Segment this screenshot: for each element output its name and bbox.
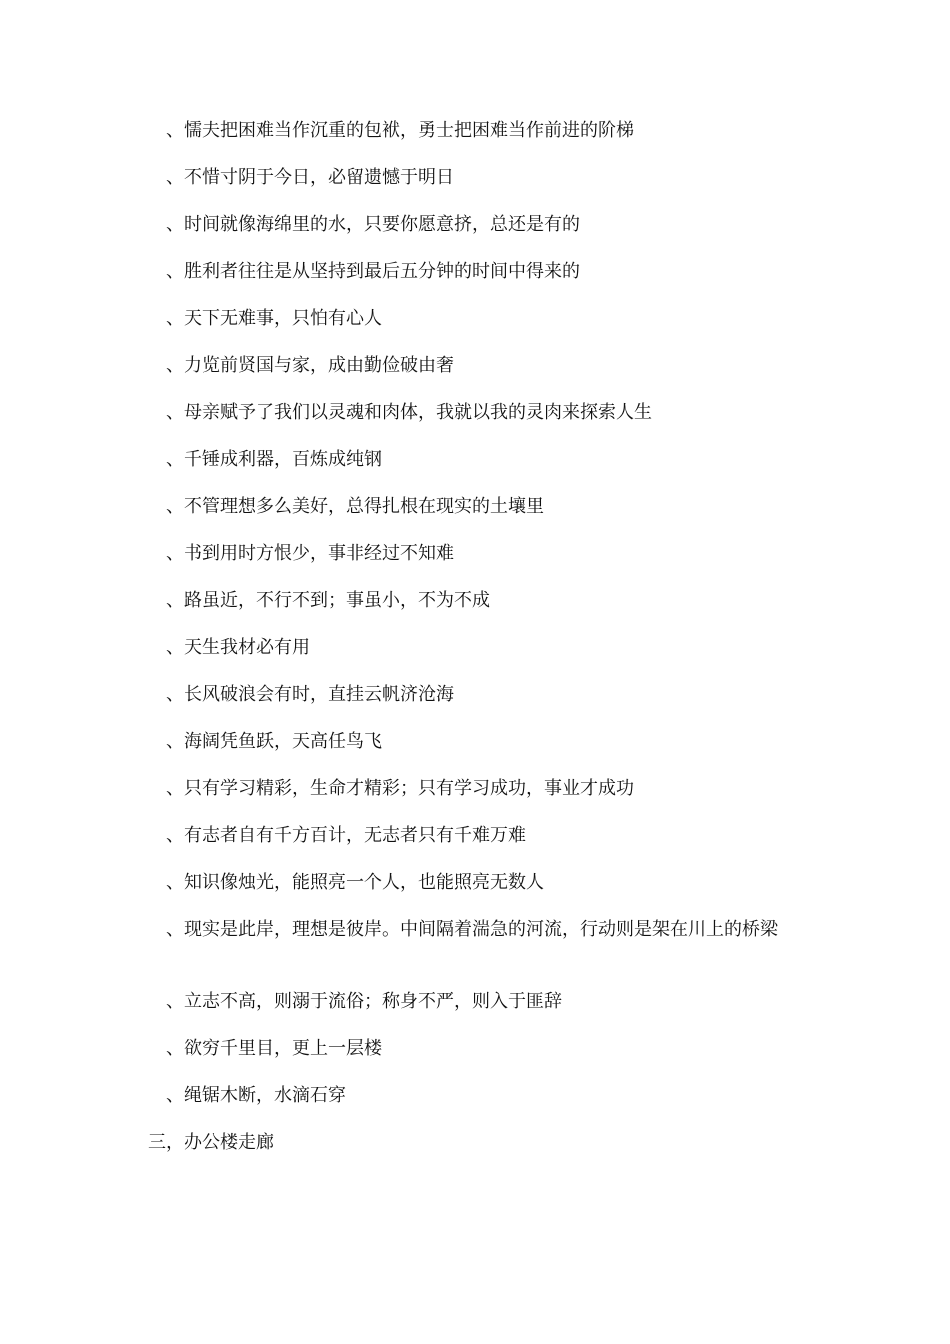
list-item [148, 917, 808, 989]
list-item [148, 776, 808, 823]
list-item [148, 494, 808, 541]
quote-text: 、路虽近，不行不到；事虽小，不为不成 [166, 590, 490, 611]
list-item [148, 823, 808, 870]
list-item [148, 165, 808, 212]
quote-text: 、绳锯木断，水滴石穿 [166, 1085, 346, 1106]
quote-text: 、千锤成利器，百炼成纯钢 [166, 449, 382, 470]
list-item [148, 306, 808, 353]
quote-text: 、不惜寸阴于今日，必留遗憾于明日 [166, 167, 454, 188]
list-item [148, 118, 808, 165]
list-item [148, 588, 808, 635]
list-item [148, 259, 808, 306]
quote-text: 、现实是此岸，理想是彼岸。中间隔着湍急的河流，行动则是架在川上的桥梁 [166, 919, 778, 940]
list-item [148, 541, 808, 588]
quote-text: 、天下无难事，只怕有心人 [166, 308, 382, 329]
quote-text: 、时间就像海绵里的水，只要你愿意挤，总还是有的 [166, 214, 580, 235]
quote-text: 、不管理想多么美好，总得扎根在现实的土壤里 [166, 496, 544, 517]
quote-text: 、知识像烛光，能照亮一个人，也能照亮无数人 [166, 872, 544, 893]
list-item [148, 870, 808, 917]
list-item [148, 989, 808, 1036]
list-item [148, 682, 808, 729]
list-item [148, 212, 808, 259]
list-item [148, 353, 808, 400]
quote-text: 、有志者自有千方百计，无志者只有千难万难 [166, 825, 526, 846]
section-heading-text: 三，办公楼走廊 [148, 1132, 274, 1153]
list-item [148, 635, 808, 682]
quote-text: 、长风破浪会有时，直挂云帆济沧海 [166, 684, 454, 705]
list-item [148, 400, 808, 447]
quote-text: 、力览前贤国与家，成由勤俭破由奢 [166, 355, 454, 376]
list-item [148, 1083, 808, 1130]
quote-text: 、只有学习精彩，生命才精彩；只有学习成功，事业才成功 [166, 778, 634, 799]
quote-list [148, 118, 808, 1160]
section-heading [148, 1130, 808, 1160]
quote-text: 、立志不高，则溺于流俗；称身不严，则入于匪辞 [166, 991, 562, 1012]
list-item [148, 729, 808, 776]
quote-text: 、海阔凭鱼跃，天高任鸟飞 [166, 731, 382, 752]
quote-text: 、书到用时方恨少，事非经过不知难 [166, 543, 454, 564]
list-item [148, 447, 808, 494]
quote-text: 、懦夫把困难当作沉重的包袱，勇士把困难当作前进的阶梯 [166, 120, 634, 141]
quote-text: 、母亲赋予了我们以灵魂和肉体，我就以我的灵肉来探索人生 [166, 402, 652, 423]
quote-text: 、欲穷千里目，更上一层楼 [166, 1038, 382, 1059]
quote-text: 、胜利者往往是从坚持到最后五分钟的时间中得来的 [166, 261, 580, 282]
quote-text: 、天生我材必有用 [166, 637, 310, 658]
list-item [148, 1036, 808, 1083]
